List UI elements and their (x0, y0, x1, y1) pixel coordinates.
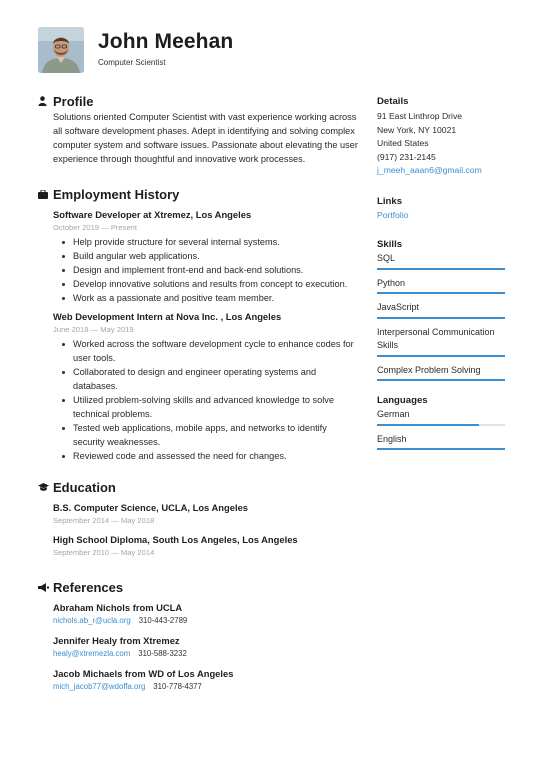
degree-title: B.S. Computer Science, UCLA, Los Angeles (53, 502, 249, 513)
reference-name: Abraham Nichols from UCLA (53, 602, 183, 613)
address-line-2: New York, NY 10021 (377, 124, 457, 135)
references-section (38, 578, 358, 693)
education-entry (53, 501, 358, 526)
list-item: Help provide structure for several internal systems. (53, 235, 358, 249)
profile-section (38, 92, 358, 166)
links-heading: Links (377, 195, 403, 207)
reference-email[interactable]: nichols.ab_r@ucla.org (53, 616, 131, 625)
list-item: Design and implement front-end and back-end solutions. (53, 263, 358, 277)
main-column (38, 92, 358, 693)
profile-heading: Profile (53, 93, 94, 109)
degree-title: High School Diploma, South Los Angeles, Los Angeles (53, 534, 298, 545)
sidebar (377, 95, 507, 450)
email-link[interactable]: j_meeh_aaan6@gmail.com (377, 165, 482, 175)
job-entry (53, 310, 358, 463)
language-label: German (377, 409, 410, 419)
level-fill (377, 355, 505, 357)
reference-phone: 310-778-4377 (153, 682, 202, 691)
references-heading: References (53, 579, 124, 595)
education-heading: Education (53, 479, 116, 495)
job-bullets (53, 235, 358, 305)
education-date: September 2010 — May 2014 (53, 548, 155, 557)
level-fill (377, 424, 479, 426)
skill-label: SQL (377, 253, 396, 263)
skill-label: Interpersonal Communication Skills (377, 326, 495, 350)
person-icon (38, 96, 53, 106)
reference-email[interactable]: mich_jacob77@wdoffa.org (53, 682, 146, 691)
reference-name: Jennifer Healy from Xtremez (53, 635, 180, 646)
skill-bar (377, 317, 505, 319)
education-entry (53, 533, 358, 558)
skill-bar (377, 355, 505, 357)
job-title: Software Developer at Xtremez, Los Angeles (53, 209, 252, 220)
details-section (377, 95, 507, 178)
skill-bar (377, 292, 505, 294)
skill-item (377, 277, 505, 295)
reference-entry (53, 601, 358, 627)
skill-bar (377, 379, 505, 381)
language-label: English (377, 433, 407, 444)
reference-email[interactable]: healy@xtremezla.com (53, 649, 131, 658)
employment-heading: Employment History (53, 186, 180, 202)
briefcase-icon (38, 190, 53, 199)
skill-item (377, 301, 505, 319)
portfolio-link[interactable]: Portfolio (377, 209, 409, 220)
skill-label: JavaScript (377, 302, 420, 312)
languages-section (377, 394, 507, 450)
skill-item (377, 326, 505, 357)
list-item: Develop innovative solutions and results from concept to execution. (53, 277, 358, 291)
level-fill (377, 448, 505, 450)
address-line-1: 91 East Linthrop Drive (377, 111, 463, 121)
job-date: June 2018 — May 2019 (53, 325, 134, 334)
list-item: Collaborated to design and engineer operating systems and databases. (53, 365, 358, 393)
level-fill (377, 292, 505, 294)
list-item: Utilized problem-solving skills and advanced knowledge to solve technical problems. (53, 393, 358, 421)
language-item (377, 408, 505, 426)
job-title: Web Development Intern at Nova Inc. , Los Angeles (53, 311, 282, 322)
country: United States (377, 138, 429, 148)
skill-item (377, 252, 505, 270)
employment-section (38, 185, 358, 463)
links-section (377, 195, 507, 223)
graduation-cap-icon (38, 483, 53, 492)
reference-phone: 310-588-3232 (138, 649, 187, 658)
reference-name: Jacob Michaels from WD of Los Angeles (53, 668, 234, 679)
skill-label: Complex Problem Solving (377, 364, 481, 375)
megaphone-icon (38, 583, 53, 592)
skills-heading: Skills (377, 239, 403, 250)
candidate-name: John Meehan (98, 29, 234, 53)
list-item: Worked across the software development cycle to enhance codes for user tools. (53, 337, 358, 365)
candidate-title: Computer Scientist (98, 57, 166, 67)
languages-heading: Languages (377, 395, 428, 406)
list-item: Reviewed code and assessed the need for changes. (53, 449, 358, 463)
phone: (917) 231-2145 (377, 151, 436, 162)
job-date: October 2019 — Present (53, 223, 137, 232)
language-bar (377, 448, 505, 450)
language-item (377, 433, 505, 451)
level-fill (377, 379, 505, 381)
skill-bar (377, 268, 505, 270)
details-heading: Details (377, 96, 409, 107)
skill-label: Python (377, 277, 406, 288)
portrait-photo (38, 27, 84, 73)
profile-text: Solutions oriented Computer Scientist with vast experience working across all software development phases. Adept in identifying and solving complex computer system and software issues. Passionate about elevating the user experience through thoughtful and innovative work processes. (53, 112, 358, 164)
list-item: Build angular web applications. (53, 249, 358, 263)
level-fill (377, 268, 505, 270)
list-item: Work as a passionate and positive team member. (53, 291, 358, 305)
education-date: September 2014 — May 2018 (53, 516, 155, 525)
reference-entry (53, 667, 358, 693)
job-entry (53, 208, 358, 305)
reference-entry (53, 634, 358, 660)
level-fill (377, 317, 505, 319)
education-section (38, 478, 358, 558)
skills-section (377, 238, 507, 381)
list-item: Tested web applications, mobile apps, and networks to identify security weaknesses. (53, 421, 358, 449)
reference-phone: 310-443-2789 (138, 616, 188, 625)
language-bar (377, 424, 505, 426)
job-bullets (53, 337, 358, 463)
skill-item (377, 364, 505, 382)
avatar (38, 27, 84, 73)
resume-header (38, 27, 233, 73)
